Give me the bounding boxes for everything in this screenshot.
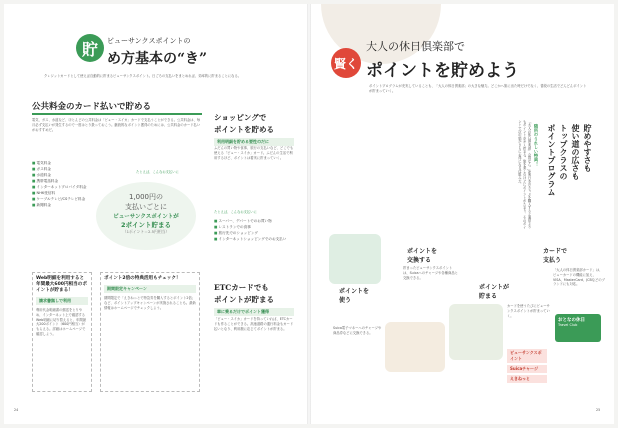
right-title-top: 大人の休日倶楽部で bbox=[366, 40, 465, 53]
collect-label-1: ポイントが bbox=[479, 284, 510, 291]
collect-body: カードを使うたびにビューサンクスポイントが貯まっていく。 bbox=[507, 304, 550, 318]
list-item: ■ 電気料金 bbox=[32, 160, 102, 166]
list-item: ■ スーパー、デパートでのお買い物 bbox=[214, 218, 299, 224]
exchange-body: 貯まったビューサンクスポイントは、Suicaへのチャージや各種商品と交換できる。 bbox=[403, 266, 458, 280]
left-title-main: め方基本の“き” bbox=[107, 51, 208, 67]
campaign-box bbox=[100, 272, 200, 392]
public-underline bbox=[32, 113, 202, 115]
bubble-line-3: ビューサンクスポイントが bbox=[113, 214, 179, 220]
list-item: ■ 新聞料金 bbox=[32, 202, 102, 208]
collect-label-2: 貯まる bbox=[479, 293, 498, 300]
right-vertical-text: 「大人の休日倶楽部」会員なら、JR東日本のきっぷを購入すると通常よりもポイントが多く貯まる。旅を楽しむほどにポイントがたまり、そのポイントで次の旅がさらにお得になる仕組みだ。 bbox=[517, 120, 531, 229]
public-list bbox=[32, 160, 102, 208]
bubble-line-4: 2ポイント貯まる bbox=[120, 221, 172, 229]
right-title-main: ポイントを貯めよう bbox=[366, 61, 519, 81]
public-note: たとえば、こんなお支払いに bbox=[136, 170, 179, 174]
shopping-heading-2: ポイントを貯める bbox=[214, 125, 274, 134]
shopping-note: たとえば、こんなお支払いに bbox=[214, 210, 257, 214]
points-bubble bbox=[96, 182, 196, 250]
shopping-heading-1: ショッピングで bbox=[214, 113, 267, 122]
feature-title-4: ポイントプログラム bbox=[547, 124, 557, 196]
bubble-line-2: 支払いごとに bbox=[125, 203, 167, 211]
badge: ビューサンクスポイント bbox=[507, 349, 547, 363]
use-label-1: ポイントを bbox=[339, 288, 370, 295]
etc-tag: 車に乗るだけでポイント獲得 bbox=[214, 308, 294, 316]
web-tag: 請求書無しで利用 bbox=[36, 297, 88, 305]
public-heading: 公共料金のカード払いで貯める bbox=[32, 102, 152, 112]
card-label-1: カードで bbox=[543, 248, 568, 255]
list-item: ■ NHK受信料 bbox=[32, 190, 102, 196]
card-brand-sub: Travel Club bbox=[558, 323, 578, 327]
web-heading: Web明細を利用すると年間最大600円相当のポイントが貯まる！ bbox=[36, 276, 87, 293]
list-item: ■ 携帯電話料金 bbox=[32, 178, 102, 184]
list-item: ■ 水道料金 bbox=[32, 172, 102, 178]
badge-list bbox=[507, 349, 547, 383]
card-image bbox=[555, 314, 601, 342]
feature-title-1: 貯めやすさも bbox=[583, 124, 593, 172]
station-illustration bbox=[329, 234, 381, 284]
shopping-illustration bbox=[449, 304, 503, 360]
campaign-heading: ポイント2倍の特典活用もチェック！ bbox=[104, 276, 181, 281]
shopping-tag: 利用明細を貯める要性のだに bbox=[214, 138, 294, 146]
kanji-circle-green: 貯 bbox=[76, 34, 104, 62]
feature-title-2: 使い道の広さも bbox=[571, 124, 581, 180]
bubble-line-1: 1,000円の bbox=[128, 193, 164, 201]
use-label-2: 使う bbox=[339, 297, 352, 304]
list-item: ■ ガス料金 bbox=[32, 166, 102, 172]
card-body: 「大人の休日倶楽部カード」は、ビューカードの機能に加え、VISA、MasterCard、JCBなどのブランドにも対応。 bbox=[553, 268, 605, 287]
exchange-label-2: 交換する bbox=[407, 257, 432, 264]
web-statement-box bbox=[32, 272, 92, 392]
web-body: 利用代金明細書の郵送をとりやめ、インターネット上で確認するWeb明細に切り替えると、年間最大200ポイント（600円相当）がもらえる。詳細はホームページで確認しよう。 bbox=[36, 308, 87, 336]
campaign-tag: 期間限定キャンペーン bbox=[104, 285, 196, 293]
shopping-body: ふだんの買い物や食事、旅行の支払いなど、どこでも使える「ビュー・スイカ」カード。ふだんの生活で利用するほど、ポイントは着実に貯まっていく。 bbox=[214, 146, 294, 160]
left-title-top: ビューサンクスポイントの bbox=[107, 37, 191, 45]
etc-heading-1: ETCカードでも bbox=[214, 283, 269, 292]
list-item: ■ ケーブルテレビ/CSテレビ料金 bbox=[32, 196, 102, 202]
callout: 随所のうれしい特典！ bbox=[534, 124, 539, 166]
list-item: ■ インターネットショッピングでのお支払い bbox=[214, 236, 299, 242]
etc-heading-2: ポイントが貯まる bbox=[214, 295, 274, 304]
right-lead: ポイントプログラムが充実していることも、「大人の休日倶楽部」の大きな魅力。どこかへ旅に出た時だけでなく、普段の生活でどんどんポイントが貯まっていく。 bbox=[369, 84, 587, 93]
campaign-body: 期間限定で「えきねっとで特急券を購入するとポイント2倍」など、ポイントアップキャンペーンが実施されることも。最新情報はホームページでチェックしよう。 bbox=[104, 296, 196, 310]
feature-title-3: トップクラスの bbox=[559, 124, 569, 180]
left-lead: クレジットカードとして使えば自動的に貯まるビューサンクスポイント。日ごろの支払いをまとめれば、効率的に貯まることになる。 bbox=[44, 74, 242, 78]
list-item: ■ 旅行先でのショッピング bbox=[214, 230, 299, 236]
list-item: ■ レストランでの食事 bbox=[214, 224, 299, 230]
etc-body: 「ビュー・スイカ」カードを持っていれば、ETCカードも作ることができる。高速道路の通行料金もカード払いとなり、利用額に応じてポイントが貯まる。 bbox=[214, 317, 294, 331]
use-body: Suica電子マネーへのチャージや商品券などに交換できる。 bbox=[333, 326, 382, 335]
card-brand: おとなの休日 bbox=[558, 318, 585, 323]
badge: えきねっと bbox=[507, 375, 547, 383]
right-page bbox=[311, 4, 614, 424]
list-item: ■ インターネットプロバイダ料金 bbox=[32, 184, 102, 190]
bubble-sub: （1ポイント＝2.5円相当） bbox=[122, 229, 170, 234]
page-number-left: 24 bbox=[14, 408, 19, 412]
kanji-circle-red: 賢く bbox=[331, 48, 361, 78]
public-body: 電気、ガス、水道など、ほとんどの公共料金は「ビュー・スイカ」カードで支払うことができる。公共料金は、毎月必ず支払いが発生するので一度はとり扱っておこう。継続的なポイント獲得のためには、公共料金のカード払いがおすすめだ。 bbox=[32, 118, 201, 132]
gift-illustration bbox=[385, 322, 445, 372]
badge: Suicaチャージ bbox=[507, 365, 547, 373]
card-label-2: 支払う bbox=[543, 257, 562, 264]
page-number-right: 25 bbox=[596, 408, 601, 412]
shopping-list bbox=[214, 218, 299, 242]
exchange-label-1: ポイントを bbox=[407, 248, 438, 255]
left-page bbox=[4, 4, 307, 424]
